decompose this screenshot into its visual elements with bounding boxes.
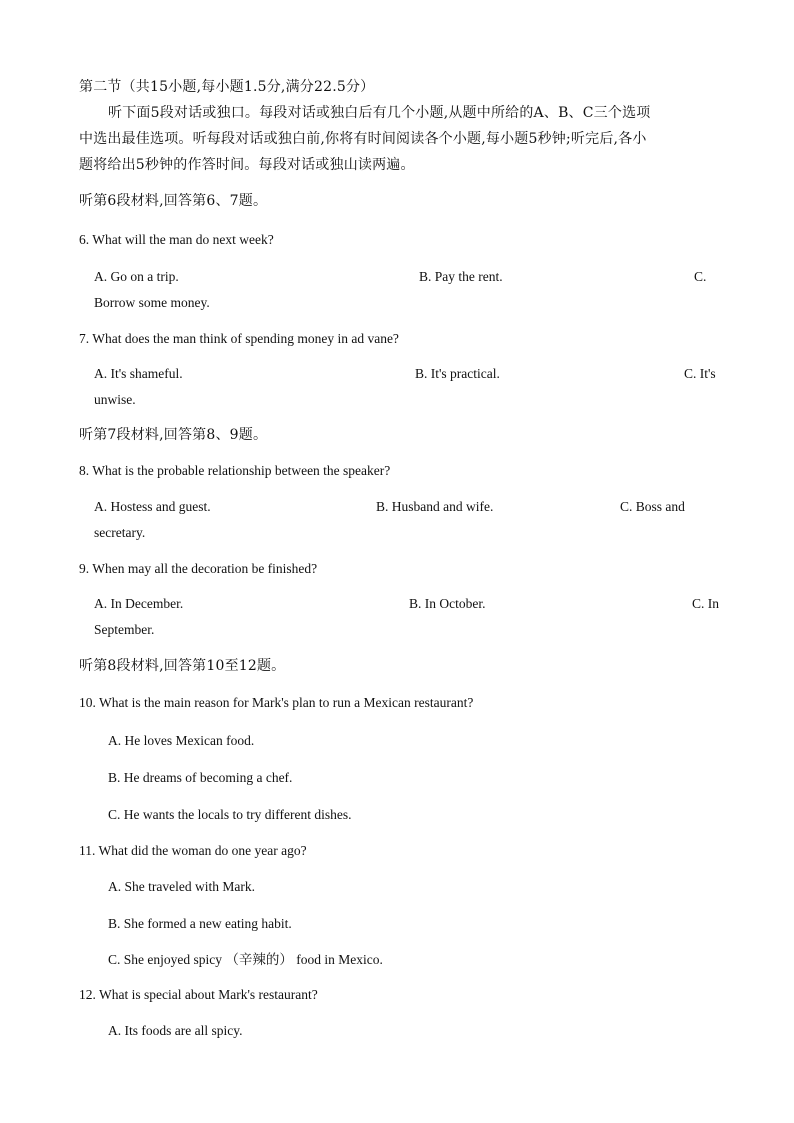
question-8-stem: 8. What is the probable relationship between the speaker? (79, 463, 391, 478)
question-10-option-b: B. He dreams of becoming a chef. (108, 770, 293, 785)
question-6-option-a: A. Go on a trip. (94, 269, 179, 284)
question-6-option-c-cont: Borrow some money. (94, 295, 210, 310)
question-12-option-a: A. Its foods are all spicy. (108, 1023, 243, 1038)
section-intro-line-3: 题将给出5秒钟的作答时间。每段对话或独山读两遍。 (79, 157, 415, 173)
question-7-option-c: C. It's (684, 366, 716, 381)
question-10-stem: 10. What is the main reason for Mark's plan to run a Mexican restaurant? (79, 695, 474, 710)
question-7-option-c-cont: unwise. (94, 392, 136, 407)
question-8-option-a: A. Hostess and guest. (94, 499, 211, 514)
question-11-option-a: A. She traveled with Mark. (108, 879, 255, 894)
question-8-option-c: C. Boss and (620, 499, 685, 514)
group-label-8: 听第8段材料,回答第10至12题。 (79, 658, 286, 674)
question-9-option-c-cont: September. (94, 622, 155, 637)
question-9-option-b: B. In October. (409, 596, 486, 611)
question-6-option-c: C. (694, 269, 707, 284)
section-intro-line-1: 听下面5段对话或独口。每段对话或独白后有几个小题,从题中所给的A、B、C三个选项 (108, 105, 651, 121)
question-7-option-b: B. It's practical. (415, 366, 500, 381)
question-9-option-c: C. In (692, 596, 719, 611)
group-label-6: 听第6段材料,回答第6、7题。 (79, 193, 268, 209)
section-heading: 第二节（共15小题,每小题1.5分,满分22.5分） (79, 79, 375, 95)
question-11-stem: 11. What did the woman do one year ago? (79, 843, 307, 858)
question-11-option-b: B. She formed a new eating habit. (108, 916, 292, 931)
group-label-7: 听第7段材料,回答第8、9题。 (79, 427, 268, 443)
question-7-stem: 7. What does the man think of spending money in ad vane? (79, 331, 399, 346)
question-8-option-c-cont: secretary. (94, 525, 146, 540)
question-8-option-b: B. Husband and wife. (376, 499, 494, 514)
question-11-option-c: C. She enjoyed spicy （辛辣的） food in Mexico. (108, 952, 383, 967)
question-9-option-a: A. In December. (94, 596, 184, 611)
question-10-option-c: C. He wants the locals to try different dishes. (108, 807, 352, 822)
section-intro-line-2: 中选出最佳选项。听每段对话或独白前,你将有时间阅读各个小题,每小题5秒钟;听完后,各小 (79, 131, 647, 147)
question-6-stem: 6. What will the man do next week? (79, 232, 274, 247)
question-12-stem: 12. What is special about Mark's restaurant? (79, 987, 318, 1002)
question-7-option-a: A. It's shameful. (94, 366, 183, 381)
question-10-option-a: A. He loves Mexican food. (108, 733, 255, 748)
question-9-stem: 9. When may all the decoration be finished? (79, 561, 318, 576)
question-6-option-b: B. Pay the rent. (419, 269, 503, 284)
